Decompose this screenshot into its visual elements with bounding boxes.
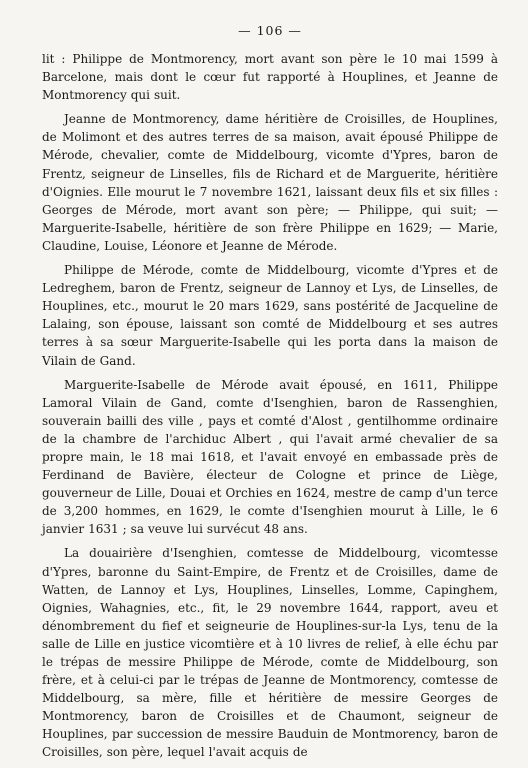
page-number: — 106 —: [238, 23, 302, 38]
paragraph-jeanne-de-montmorency: Jeanne de Montmorency, dame héritière de Croisilles, de Houplines, de Molimont et des autres terres de sa maison, avait épousé Philippe de Mérode, chevalier, comte de Middelbourg, vicomte d'Ypres, baron de Frentz, seigneur de Linselles, fils de Richard et de Marguerite, héritière d'Oignies. Elle mourut le 7 novembre 1621, laissant deux fils et six filles : Georges de Mérode, mort avant son père; — Philippe, qui suit; — Marguerite-Isabelle, héritière de son frère Philippe en 1629; — Marie, Claudine, Louise, Léonore et Jeanne de Mérode.: [42, 112, 498, 253]
paragraph-continuation: lit : Philippe de Montmorency, mort avant son père le 10 mai 1599 à Barcelone, mais dont le cœur fut rapporté à Houplines, et Jeanne de Montmorency qui suit.: [42, 52, 498, 103]
paragraph-marguerite-isabelle: Marguerite-Isabelle de Mérode avait épousé, en 1611, Philippe Lamoral Vilain de Gand, comte d'Isenghien, baron de Rassenghien, souverain bailli des ville , pays et comté d'Alost , gentilhomme ordinaire de la chambre de l'archiduc Albert , qui l'avait armé chevalier de sa propre main, le 18 mai 1618, et l'avait envoyé en embassade près de Ferdinand de Bavière, électeur de Cologne et prince de Liège, gouverneur de Lille, Douai et Orchies en 1624, mestre de camp d'un terce de 3,200 hommes, en 1629, le comte d'Isenghien mourut à Lille, le 6 janvier 1631 ; sa veuve lui survécut 48 ans.: [42, 377, 498, 537]
paragraph-philippe-de-merode: Philippe de Mérode, comte de Middelbourg, vicomte d'Ypres et de Ledreghem, baron de Frentz, seigneur de Lannoy et Lys, de Linselles, de Houplines, etc., mourut le 20 mars 1629, sans postérité de Jacqueline de Lalaing, son épouse, laissant son comté de Middelbourg et ses autres terres à sa sœur Marguerite-Isabelle qui les porta dans la maison de Vilain de Gand.: [42, 263, 498, 368]
paragraph-douairiere-isenghien: La douairière d'Isenghien, comtesse de Middelbourg, vicomtesse d'Ypres, baronne du Saint-Empire, de Frentz et de Croisilles, dame de Watten, de Lannoy et Lys, Houplines, Linselles, Lomme, Capinghem, Oignies, Wahagnies, etc., fit, le 29 novembre 1644, rapport, aveu et dénombrement du fief et seigneurie de Houplines-sur-la Lys, tenu de la salle de Lille en justice vicomtière et à 10 livres de relief, à elle échu par le trépas de messire Philippe de Mérode, comte de Middelbourg, son frère, et à celui-ci par le trépas de Jeanne de Montmorency, comtesse de Middelbourg, sa mère, fille et héritière de messire Georges de Montmorency, baron de Croisilles et de Chaumont, seigneur de Houplines, par succession de messire Bauduin de Montmorency, baron de Croisilles, son père, lequel l'avait acquis de: [42, 546, 498, 760]
